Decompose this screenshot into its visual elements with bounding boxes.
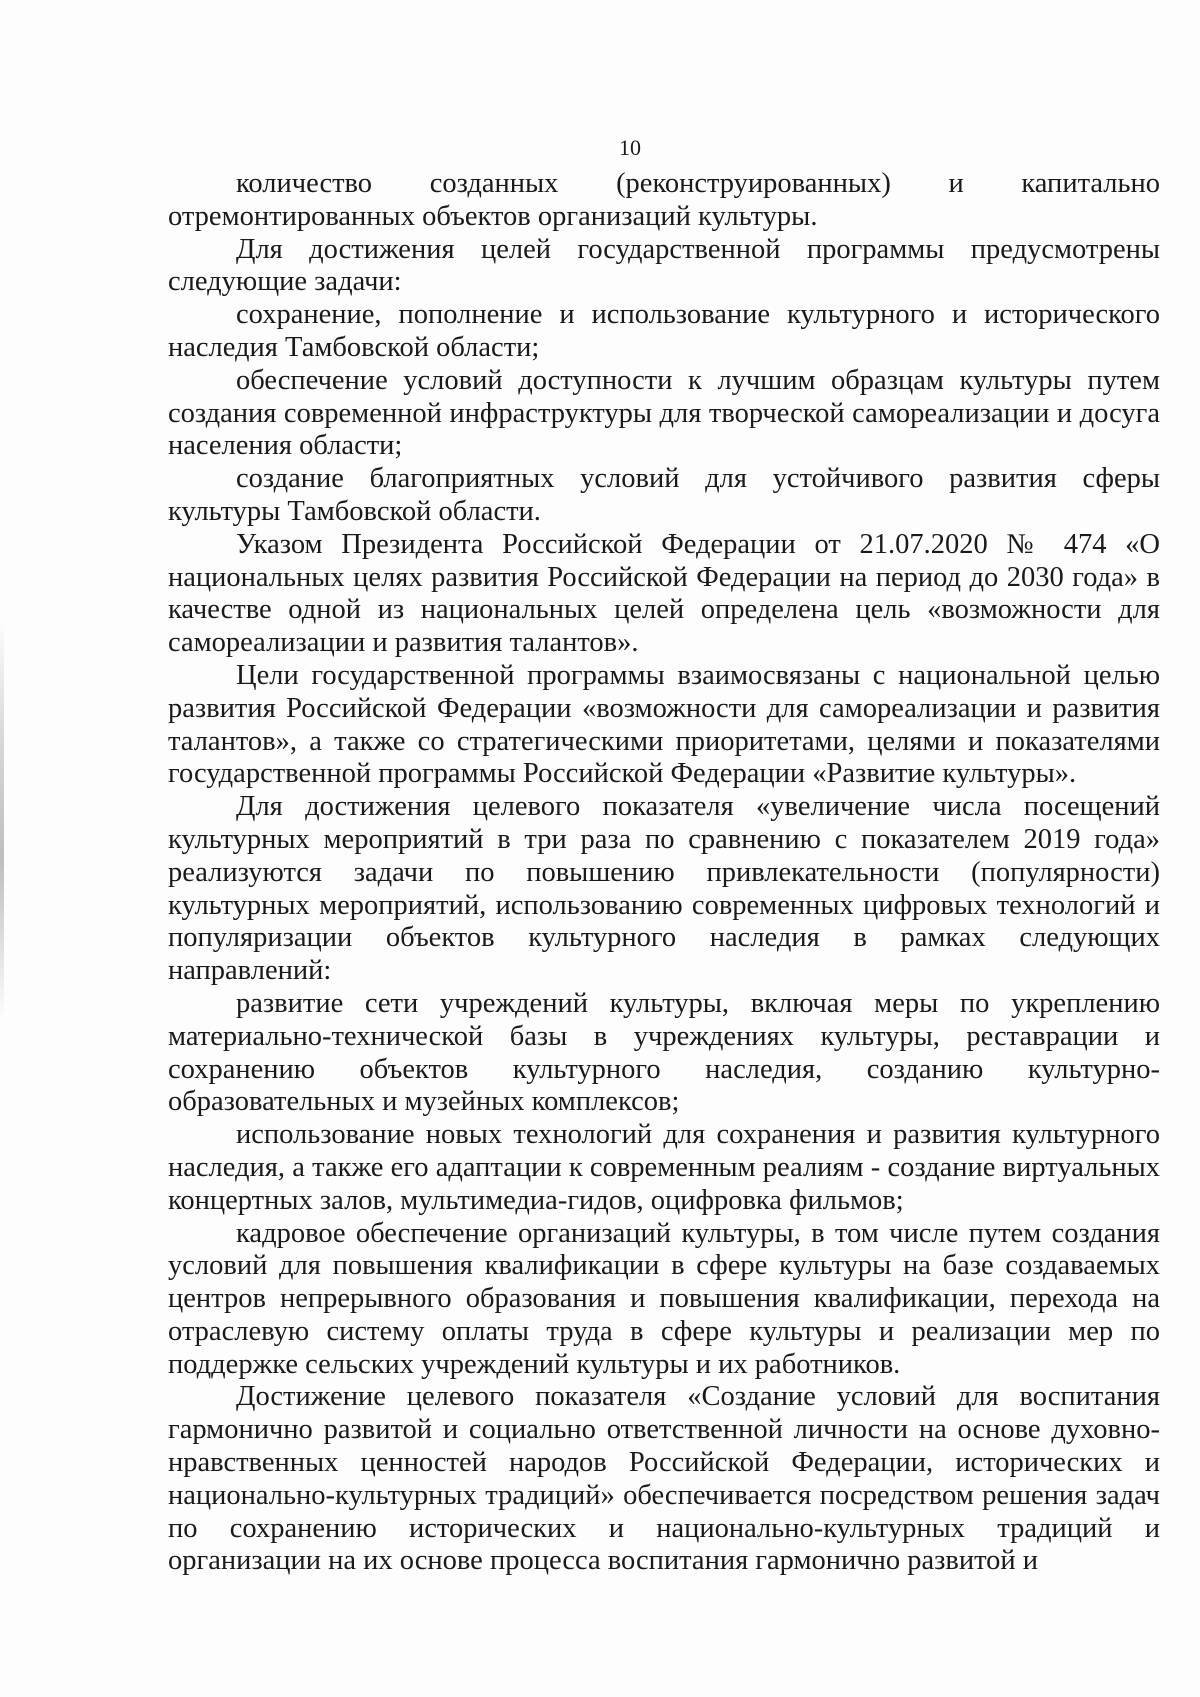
page-number: 10: [619, 135, 641, 160]
paragraph-11: кадровое обеспечение организаций культуры, в том числе путем создания условий для повышения квалификации в сфере культуры на базе создаваемых центров непрерывного образования и повышения квалификации, перехода на отраслевую систему оплаты труда в сфере культуры и реализации мер по поддержке сельских учреждений культуры и их работников.: [168, 1217, 1160, 1380]
paragraph-8: Для достижения целевого показателя «увеличение числа посещений культурных мероприятий в три раза по сравнению с показателем 2019 года» реализуются задачи по повышению привлекательности (популярности) культурных мероприятий, использованию современных цифровых технологий и популяризации объектов культурного наследия в рамках следующих направлений:: [168, 791, 1160, 987]
paragraph-10: использование новых технологий для сохранения и развития культурного наследия, а также его адаптации к современным реалиям - создание виртуальных концертных залов, мультимедиа-гидов, оцифровка фильмов;: [168, 1119, 1160, 1216]
paragraph-12: Достижение целевого показателя «Создание условий для воспитания гармонично развитой и социально ответственной личности на основе духовно-нравственных ценностей народов Российской Федерации, исторических и национально-культурных традиций» обеспечивается посредством решения задач по сохранению исторических и национально-культурных традиций и организации на их основе процесса воспитания гармонично развитой и: [168, 1381, 1160, 1577]
paragraph-5: создание благоприятных условий для устойчивого развития сферы культуры Тамбовской области.: [168, 463, 1160, 527]
paragraph-6: Указом Президента Российской Федерации от 21.07.2020 № 474 «О национальных целях развития Российской Федерации на период до 2030 года» в качестве одной из национальных целей определена цель «возможности для самореализации и развития талантов».: [168, 528, 1160, 659]
paragraph-4: обеспечение условий доступности к лучшим образцам культуры путем создания современной инфраструктуры для творческой самореализации и досуга населения области;: [168, 364, 1160, 462]
paragraph-1: количество созданных (реконструированных) и капитально отремонтированных объектов организаций культуры.: [168, 168, 1160, 232]
scan-edge-shadow: [0, 620, 4, 1020]
paragraph-9: развитие сети учреждений культуры, включая меры по укреплению материально-технической базы в учреждениях культуры, реставрации и сохранению объектов культурного наследия, созданию культурно-образовательных и музейных комплексов;: [168, 987, 1160, 1118]
paragraph-7: Цели государственной программы взаимосвязаны с национальной целью развития Российской Федерации «возможности для самореализации и развития талантов», а также со стратегическими приоритетами, целями и показателями государственной программы Российской Федерации «Развитие культуры».: [168, 659, 1160, 790]
body-text: [168, 168, 1160, 1578]
paragraph-3: сохранение, пополнение и использование культурного и исторического наследия Тамбовской области;: [168, 299, 1160, 363]
paragraph-2: Для достижения целей государственной программы предусмотрены следующие задачи:: [168, 233, 1160, 298]
